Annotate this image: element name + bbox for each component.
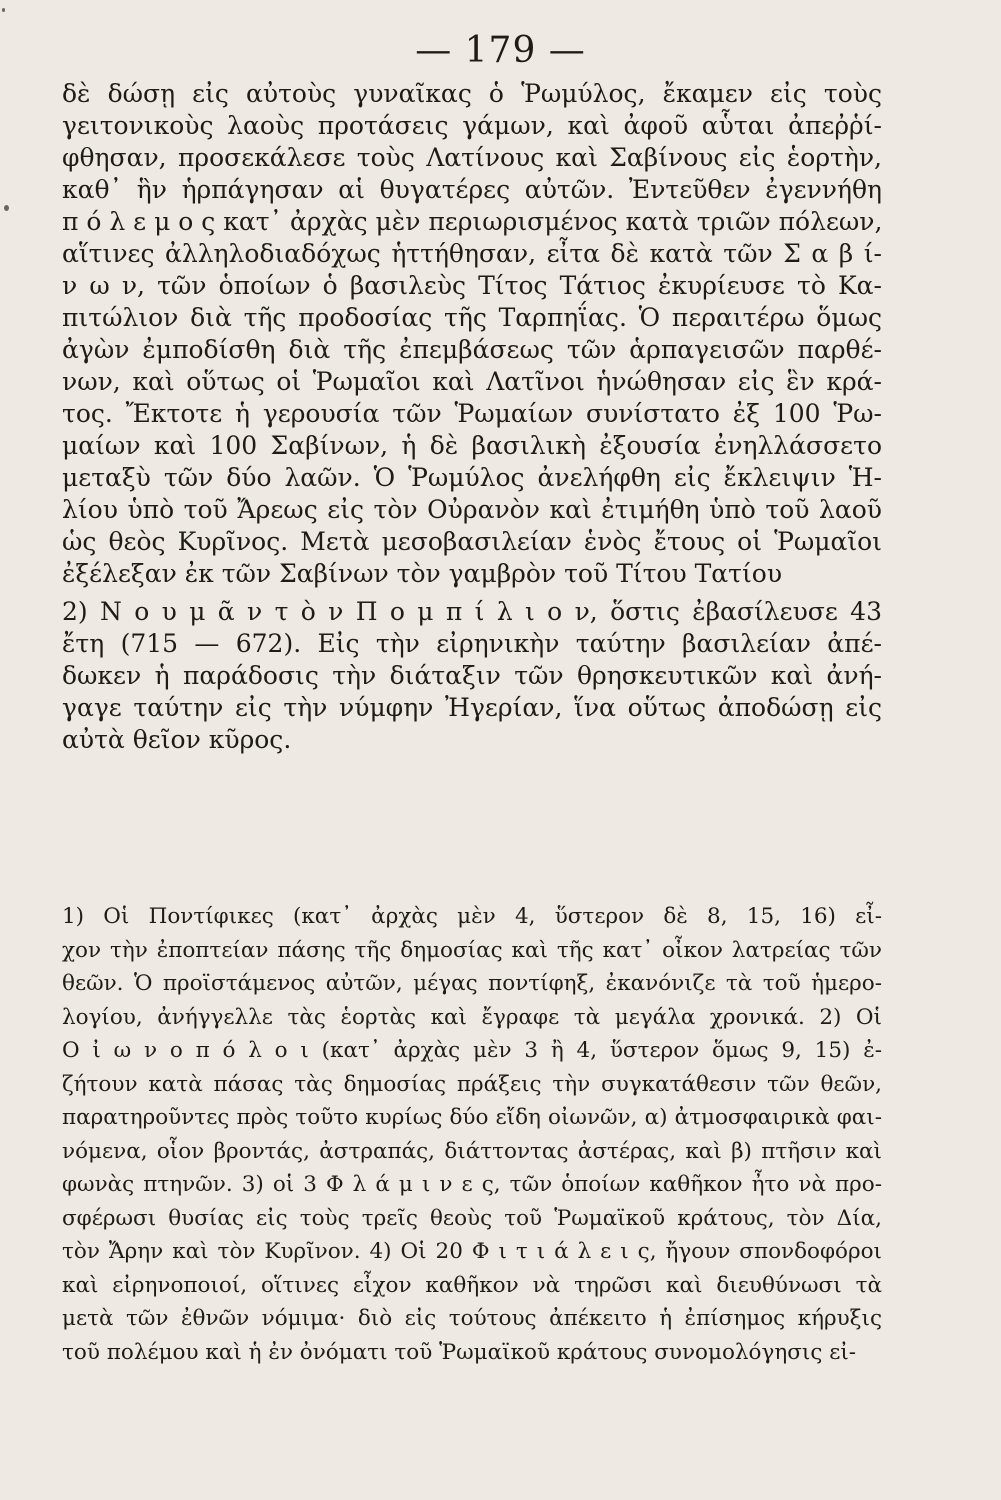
text-line: μαίων καὶ 100 Σαβίνων, ἡ δὲ βασιλικὴ ἐξουσία ἐνηλλάσσετο [62, 431, 882, 460]
footnote-line: ζήτουν κατὰ πάσας τὰς δημοσίας πράξεις τὴν συγκατάθεσιν τῶν θεῶν, [62, 1071, 882, 1097]
text-line: λίου ὑπὸ τοῦ Ἄρεως εἰς τὸν Οὐρανὸν καὶ ἐτιμήθη ὑπὸ τοῦ λαοῦ [62, 495, 882, 524]
text-line: ν ω ν, τῶν ὁποίων ὁ βασιλεὺς Τίτος Τάτιος ἐκυρίευσε τὸ Κα- [62, 271, 882, 300]
text-line: δωκεν ἡ παράδοσις τὴν διάταξιν τῶν θρησκευτικῶν καὶ ἀνή- [62, 661, 882, 690]
footnote-line: 1) Οἱ Ποντίφικες (κατ᾿ ἀρχὰς μὲν 4, ὕστερον δὲ 8, 15, 16) εἶ- [62, 904, 882, 929]
text-line: αὐτὰ θεῖον κῦρος. [62, 725, 292, 754]
footnote-line: χον τὴν ἐποπτείαν πάσης τῆς δημοσίας καὶ τῆς κατ᾿ οἶκον λατρείας τῶν [62, 937, 882, 963]
text-line: ἀγὼν ἐμποδίσθη διὰ τῆς ἐπεμβάσεως τῶν ἁρπαγεισῶν παρθέ- [62, 335, 882, 364]
paper-speck [2, 8, 5, 12]
footnote-line: σφέρωσι θυσίας εἰς τοὺς τρεῖς θεοὺς τοῦ Ῥωμαϊκοῦ κράτους, τὸν Δία, [62, 1205, 882, 1231]
text-line: νων, καὶ οὕτως οἱ Ῥωμαῖοι καὶ Λατῖνοι ἡνώθησαν εἰς ἓν κρά- [62, 367, 882, 396]
text-line: γειτονικοὺς λαοὺς προτάσεις γάμων, καὶ ἀφοῦ αὗται ἀπεῤῥί- [62, 111, 882, 140]
footnote-line: Ο ἰ ω ν ο π ό λ ο ι (κατ᾿ ἀρχὰς μὲν 3 ἢ 4, ὕστερον ὅμως 9, 15) ἐ- [62, 1038, 882, 1063]
text-line: ὡς θεὸς Κυρῖνος. Μετὰ μεσοβασιλείαν ἑνὸς ἔτους οἱ Ῥωμαῖοι [62, 527, 882, 556]
text-line: αἵτινες ἀλληλοδιαδόχως ἡττήθησαν, εἶτα δὲ κατὰ τῶν Σ α β ί- [62, 239, 882, 268]
footnote-line: τὸν Ἄρην καὶ τὸν Κυρῖνον. 4) Οἱ 20 Φ ι τ ι ά λ ε ι ς, ἤγουν σπονδοφόροι [62, 1239, 882, 1264]
text-line: ἔτη (715 — 672). Εἰς τὴν εἰρηνικὴν ταύτην βασιλείαν ἀπέ- [62, 629, 882, 658]
footnote-line: λογίου, ἀνήγγελλε τὰς ἑορτὰς καὶ ἔγραφε τὰ μεγάλα χρονικά. 2) Οἱ [62, 1004, 882, 1030]
text-line: τος. Ἔκτοτε ἡ γερουσία τῶν Ῥωμαίων συνίστατο ἐξ 100 Ῥω- [62, 399, 882, 428]
main-text [62, 78, 882, 756]
footnote-line: μετὰ τῶν ἐθνῶν νόμιμα· διὸ εἰς τούτους ἀπέκειτο ἡ ἐπίσημος κήρυξις [62, 1306, 882, 1331]
footnote-line: νόμενα, οἷον βροντάς, ἀστραπάς, διάττοντας ἀστέρας, καὶ β) πτῆσιν καὶ [62, 1138, 882, 1164]
footnote-line: παρατηροῦντες πρὸς τοῦτο κυρίως δύο εἴδη οἰωνῶν, α) ἀτμοσφαιρικὰ φαι- [62, 1105, 882, 1130]
paper-speck [4, 205, 9, 211]
text-line: καθ᾿ ἣν ἡρπάγησαν αἱ θυγατέρες αὐτῶν. Ἐντεῦθεν ἐγεννήθη [62, 175, 882, 204]
footnote-line: θεῶν. Ὁ προϊστάμενος αὐτῶν, μέγας ποντίφηξ, ἐκανόνιζε τὰ τοῦ ἡμερο- [62, 971, 882, 996]
text-line: π ό λ ε μ ο ς κατ᾿ ἀρχὰς μὲν περιωρισμένος κατὰ τριῶν πόλεων, [62, 207, 883, 236]
text-line: φθησαν, προσεκάλεσε τοὺς Λατίνους καὶ Σαβίνους εἰς ἑορτὴν, [62, 143, 882, 172]
text-line: μεταξὺ τῶν δύο λαῶν. Ὁ Ῥωμύλος ἀνελήφθη εἰς ἔκλειψιν Ἡ- [62, 463, 882, 492]
page-number: — 179 — [415, 30, 586, 71]
text-line: πιτώλιον διὰ τῆς προδοσίας τῆς Ταρπηΐας. Ὁ περαιτέρω ὅμως [62, 303, 882, 332]
text-line: γαγε ταύτην εἰς τὴν νύμφην Ἠγερίαν, ἵνα οὕτως ἀποδώσῃ εἰς [62, 693, 882, 722]
footnote-line: τοῦ πολέμου καὶ ἡ ἐν ὀνόματι τοῦ Ῥωμαϊκοῦ κράτους συνομολόγησις εἰ- [62, 1339, 857, 1365]
text-line: 2) Ν ο υ μ ᾶ ν τ ὸ ν Π ο μ π ί λ ι ο ν, ὅστις ἐβασίλευσε 43 [62, 597, 882, 626]
footnotes [62, 900, 882, 1369]
text-line: δὲ δώσῃ εἰς αὐτοὺς γυναῖκας ὁ Ῥωμύλος, ἔκαμεν εἰς τοὺς [62, 79, 882, 108]
text-line: ἐξέλεξαν ἐκ τῶν Σαβίνων τὸν γαμβρὸν τοῦ Τίτου Τατίου [62, 559, 783, 588]
footnote-line: φωνὰς πτηνῶν. 3) οἱ 3 Φ λ ά μ ι ν ε ς, τῶν ὁποίων καθῆκον ἦτο νὰ προ- [62, 1172, 882, 1197]
footnote-line: καὶ εἰρηνοποιοί, οἵτινες εἶχον καθῆκον νὰ τηρῶσι καὶ διευθύνωσι τὰ [62, 1272, 882, 1298]
